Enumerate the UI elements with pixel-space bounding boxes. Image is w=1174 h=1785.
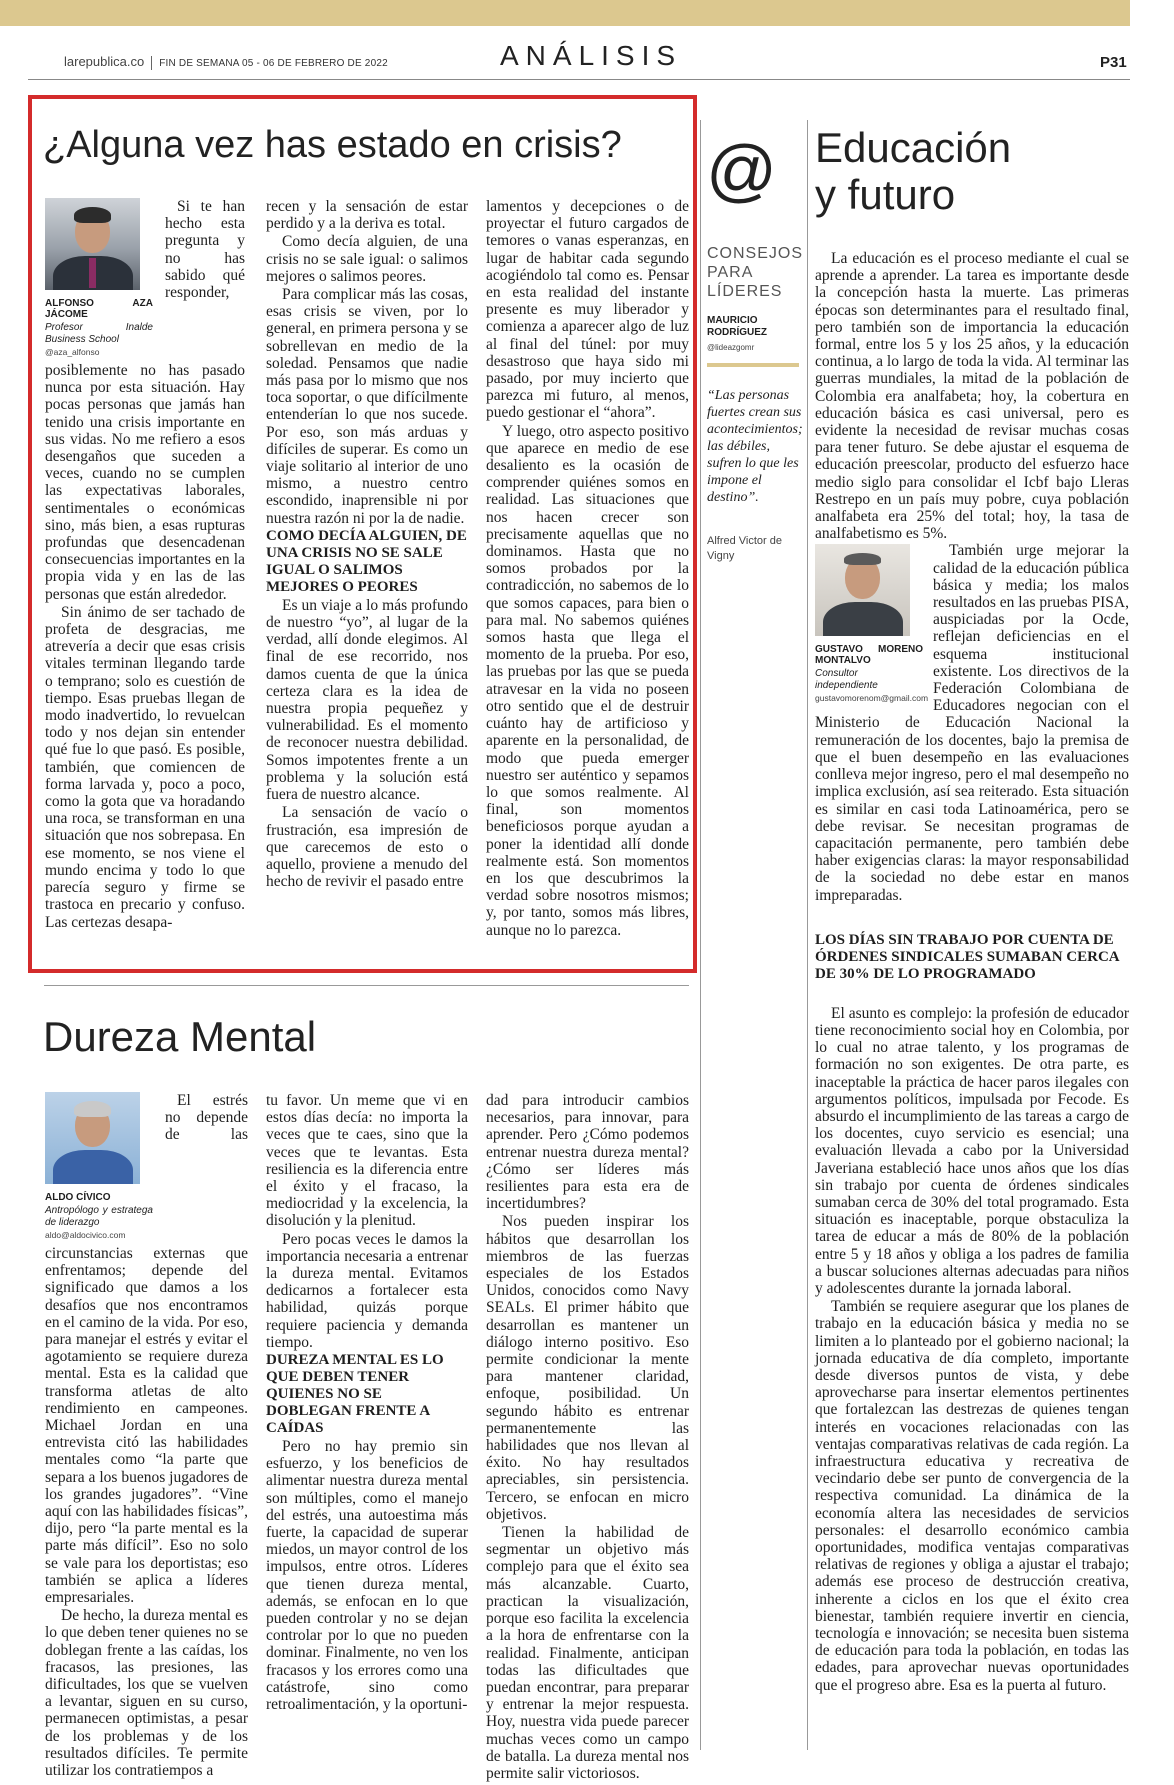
headline-line: Educación — [815, 124, 1012, 171]
paragraph: Sin ánimo de ser tachado de profeta de desgracias, me atrevería a decir que esas crisis vitales terminan llegando tarde o temprano; solo es cuestión de tiempo. Esas pruebas llegan de modo inadvertido, lo revuelcan todo y nos dejan sin entender qué fue lo que pasó. Es posible, también, que comiencen de forma larvada y, poco a poco, como la gota que va horadando una roca, se transforman en una situación que nos sobrepasa. En ese momento, se nos viene el mundo encima y todo lo que parecía seguro y firme se trastoca en precario y confuso. Las certezas desapa- — [45, 603, 245, 931]
paragraph: dad para introducir cambios necesarios, para innovar, para aprender. Pero ¿Cómo podemos entrenar nuestra dureza mental? ¿Cómo ser líderes más resilientes para esta era de incertidumbres? — [486, 1092, 689, 1213]
top-color-band — [0, 0, 1130, 26]
paragraph: Como decía alguien, de una crisis no se sale igual: o salimos mejores o salimos peores. — [266, 233, 468, 285]
crisis-column-2 — [266, 198, 468, 890]
dureza-headline: Dureza Mental — [43, 1013, 317, 1060]
paragraph: Nos pueden inspirar los hábitos que desarrollan los miembros de las fuerzas especiales de los Estados Unidos, conocidos como Navy SEALs. El primer hábito que desarrollan es mantener un diálogo interno positivo. Eso permite condicionar la mente para mantener claridad, enfoque, posibilidad. Un segundo hábito es entrenar permanentemente las habilidades que nos llevan al éxito. No hay resultados apreciables, sin persistencia. Tercero, se enfocan en micro objetivos. — [486, 1213, 689, 1523]
column-divider — [700, 120, 701, 1750]
educacion-headline — [815, 124, 1011, 218]
consejos-line: CONSEJOS — [707, 245, 804, 262]
edition-date: FIN DE SEMANA 05 - 06 DE FEBRERO DE 2022 — [159, 58, 388, 69]
paragraph: Y luego, otro aspecto positivo que aparece en medio de ese desaliento es la ocasión de comprender quiénes somos en realidad. Las situaciones que nos hacen crecer son precisamente aquellas que no dominamos. Hasta que no somos probados por la contradicción, no sabemos de lo que somos capaces, para bien o para mal. No sabemos quiénes somos hasta que llega el momento de la prueba. Por eso, las pruebas por las que se pueda atravesar en la vida no poseen otro sentido que el de destruir cuánto hay de artificioso y aparente en la personalidad, de modo que pueda emerger nuestro ser auténtico y sepamos lo que somos realmente. Al final, son momentos beneficiosos porque ayudan a poner la identidad allí donde realmente está. Son momentos en los que descubrimos la verdad sobre nosotros mismos; y, por tanto, somos más libres, aunque no lo parezca. — [486, 422, 689, 939]
dureza-subhead: DUREZA MENTAL ES LO QUE DEBEN TENER QUIENES NO SE DOBLEGAN FRENTE A CAÍDAS — [266, 1352, 444, 1437]
page-header-left — [64, 54, 388, 70]
header-rule — [28, 79, 1130, 80]
section-title: ANÁLISIS — [500, 40, 683, 71]
crisis-headline: ¿Alguna vez has estado en crisis? — [43, 124, 622, 166]
dureza-column-3 — [486, 1092, 689, 1782]
author-name: GUSTAVO MORENO MONTALVO — [815, 644, 923, 667]
author-photo — [45, 198, 140, 290]
author-role: Consultor independiente — [815, 668, 878, 691]
consejos-line: LÍDERES — [707, 283, 783, 300]
at-symbol: @ — [706, 131, 778, 209]
paragraph: La sensación de vacío o frustración, esa impresión de que carecemos de esto o aquello, proviene a menudo del hecho de revivir el pasado entre — [266, 804, 468, 891]
dureza-column-2 — [266, 1092, 468, 1713]
author-photo — [815, 544, 910, 636]
educacion-author-block — [815, 544, 929, 704]
headline-line: y futuro — [815, 171, 956, 218]
paragraph: De hecho, la dureza mental es lo que deben tener quienes no se doblegan frente a las caídas, los fracasos, las presiones, las dificultades, los que se vuelven a levantar, siguen en su curso, permanecen optimistas, a pesar de los problemas y de los resultados difíciles. Te permite utilizar los contratiempos a — [45, 1607, 248, 1780]
author-handle[interactable]: @aza_alfonso — [45, 347, 100, 357]
consejos-author: MAURICIO RODRÍGUEZ — [707, 315, 767, 338]
page-number: P31 — [1100, 54, 1127, 71]
paragraph: La educación es el proceso mediante el cual se aprende a aprender. La tarea es importante desde la concepción hasta la muerte. Las primeras épocas son determinantes para el resultado final, pero también son de importancia la educación formal, entre los 5 y los 25 años, y la educación continua, a lo largo de toda la vida. Al terminar las guerras mundiales, la mitad de la población de Colombia era analfabeta; hoy, la cobertura en educación básica es casi universal, pero es evidente la necesidad de revisar muchas cosas para tener futuro. Se debe ajustar el esquema de educación preescolar, producto del esfuerzo hace medio siglo para consolidar el Icbf bajo Lleras Restrepo en un país muy pobre, cuya población analfabeta era 25% del total; hoy, la tasa de analfabetismo es 5%. — [815, 250, 1129, 543]
educacion-column — [815, 250, 1129, 1694]
paragraph: El asunto es complejo: la profesión de educador tiene reconocimiento social hoy en Colombia, por lo cual no atrae talento, y los programas de formación no son exigentes. De otra parte, es inaceptable la práctica de hacer paros ilegales con argumentos políticos, impulsada por Fecode. Es absurdo el incumplimiento de las tareas a cargo de los docentes, cuyo servicio es esencial; una evaluación llevada a cabo por la Universidad Javeriana estableció hace unos años que los días sin trabajo por cuenta de órdenes sindicales sumaban cerca de 30% del total programado. Esta situación es inaceptable, porque obstaculiza la tarea de educar a más de 80% de la población entre 5 y 18 años y obliga a los padres de familia a buscar soluciones alternas adecuadas para niños y adolescentes durante la jornada laboral. — [815, 1004, 1129, 1297]
paragraph: Si te han hecho esta pregunta y no has sabido qué responder, posiblemente no has pasado nunca por esta situación. Hay pocas personas que jamás han tenido una crisis importante en sus vidas. No me refiero a esos desengaños que suceden a veces, cuando no se cumplen las expectativas laborales, sentimentales o económicas sino, más bien, a esas rupturas profundas que desencadenan consecuencias importantes en la propia vida y en las de las personas que están alrededor. — [45, 198, 245, 603]
author-handle[interactable]: gustavomorenom@gmail.com — [815, 693, 929, 704]
paragraph: También urge mejorar la calidad de la educación pública básica y media; los malos resultados en las pruebas PISA, auspiciadas por la Ocde, reflejan deficiencias en el esquema institucional existente. Los directivos de la Federación Colombiana de Educadores negocian con el Ministerio de Educación Nacional la remuneración de los docentes, bajo la premisa de que el buen desempeño en las evaluaciones conlleva mejor ingreso, pero el mal desempeño no implica exclusión, así sea reiterado. Esta situación es similar en casi toda Latinoamérica, pero se debe revisar. Se necesitan programas de capacitación permanente, pero también debe haber exigencias claras: la mayor responsabilidad de la sociedad no debe estar en manos impreparadas. — [815, 542, 1129, 904]
accent-bar — [707, 363, 799, 367]
consejos-label — [707, 244, 803, 301]
section-divider — [44, 985, 689, 986]
paragraph: Pero no hay premio sin esfuerzo, y los beneficios de alimentar nuestra dureza mental son múltiples, como el manejo del estrés, una autoestima más fuerte, la capacidad de superar miedos, un mayor control de los impulsos, entre otros. Líderes que tienen dureza mental, además, se enfocan en lo que pueden controlar y no se dejan controlar por lo que no pueden dominar. Finalmente, no ven los fracasos y los errores como una catástrofe, sino como retroalimentación, y la oportuni- — [266, 1438, 468, 1714]
dureza-author-block — [45, 1092, 153, 1241]
paragraph: Para complicar más las cosas, esas crisis se viven, por lo general, en primera persona y se sobrellevan en medio de la soledad. Pensamos que nadie más pasa por lo mismo que nos toca soportar, o que difícilmente entenderían lo que nos sucede. Por eso, son más arduas y difíciles de superar. Es como un viaje solitario al interior de uno mismo, a nuestro centro escondido, inaprensible ni por nuestra razón ni por la de nadie. — [266, 286, 468, 527]
crisis-subhead: COMO DECÍA ALGUIEN, DE UNA CRISIS NO SE SALE IGUAL O SALIMOS MEJORES O PEORES — [266, 527, 467, 595]
paragraph: También se requiere asegurar que los planes de trabajo en la educación básica y media no se limiten a lo planteado por el gobierno nacional; la jornada educativa de día completo, importante desde diversos puntos de vista, y debe aprovecharse para insertar elementos pertinentes que fortalezcan las destrezas de quienes tengan interés en vocaciones relacionadas con las ventajas comparativas relativas de cada región. La infraestructura educativa y recreativa de vecindario debe ser punto de convergencia de la respectiva comunidad. La dinámica de la economía altera las necesidades de servicios personales: el desarrollo económico cambia oportunidades, modifica ventajas comparativas relativas de regiones y obliga a ajustar el trabajo; además ese proceso de destrucción creativa, inherente a ciclos en los que el éxito crea bienestar, también requiere invertir en ciencia, tecnología e innovación; se necesita buen sistema de educación para toda la población, en todas las edades, para aprovechar nuevas oportunidades que el progreso abre. Esa es la puerta al futuro. — [815, 1298, 1129, 1694]
header-separator — [151, 56, 152, 70]
crisis-column-3 — [486, 198, 689, 939]
quote-author: Alfred Victor de Vigny — [707, 535, 783, 562]
paragraph: Tienen la habilidad de segmentar un objetivo más complejo para que el éxito sea más alcanzable. Cuarto, practican la visualización, porque eso facilita la excelencia a la hora de enfrentarse con la realidad. Finalmente, anticipan todas las dificultades que puedan encontrar, para preparar y entrenar la mejor respuesta. Hoy, nuestra vida puede parecer muchas veces como un campo de batalla. La dureza mental nos permite salir victoriosos. — [486, 1524, 689, 1782]
author-name: ALFONSO AZA JÁCOME — [45, 298, 153, 320]
paragraph: lamentos y decepciones o de proyectar el futuro cargados de temores o vanas esperanzas, en lugar de habitar cada segundo acogiéndolo tal como es. Pensar en esta realidad del instante presente es muy liberador y comienza a aparecer algo de luz al final del túnel: por muy desastroso que haya sido mi pasado, por muy incierto que parezca mi futuro, al menos, puedo gestionar el “ahora”. — [486, 198, 689, 422]
paragraph: El estrés no depende de las circunstancias externas que enfrentamos; depende del significado que damos a los desafíos que nos encontramos en el camino de la vida. Por eso, para manejar el estrés y evitar el agotamiento se requiere dureza mental. Esta es la calidad que transforma atletas de alto rendimiento en campeones. Michael Jordan en una entrevista citó las habilidades mentales como “la parte que separa a los buenos jugadores de los grandes jugadores”. “Vine aquí con las habilidades físicas”, dijo, pero “la parte mental es la parte más difícil”. Eso no solo se vale para los deportistas; eso también se aplica a líderes empresariales. — [45, 1092, 248, 1607]
author-role: Antropólogo y estratega de liderazgo — [45, 1205, 153, 1228]
leader-quote: “Las personas fuertes crean sus acontecimientos; las débiles, sufren lo que les impone el destino”. — [707, 388, 803, 505]
dureza-column-1 — [45, 1092, 248, 1779]
author-photo — [45, 1092, 140, 1184]
crisis-author-block — [45, 198, 153, 358]
paragraph: Pero pocas veces le damos la importancia necesaria a entrenar la dureza mental. Evitamos dedicarnos a fortalecer esta habilidad, quizás porque requiere paciencia y demanda tiempo. — [266, 1230, 468, 1351]
crisis-column-1 — [45, 198, 245, 931]
site-name[interactable]: larepublica.co — [64, 54, 145, 69]
educacion-subhead: LOS DÍAS SIN TRABAJO POR CUENTA DE ÓRDENES SINDICALES SUMABAN CERCA DE 30% DE LO PROGRAMADO — [815, 931, 1119, 982]
author-name: ALDO CÍVICO — [45, 1192, 111, 1203]
consejos-line: PARA — [707, 264, 754, 281]
author-role: Profesor Inalde Business School — [45, 322, 153, 345]
paragraph: tu favor. Un meme que vi en estos días decía: no importa la veces que te caes, sino que la veces que te levantas. Esta resiliencia es la diferencia entre el éxito y el fracaso, la mediocridad y la excelencia, la disolución y la plenitud. — [266, 1092, 468, 1230]
column-divider — [807, 120, 808, 1750]
author-handle[interactable]: aldo@aldocivico.com — [45, 1230, 126, 1240]
consejos-handle[interactable]: @lideazgomr — [707, 343, 755, 352]
paragraph: recen y la sensación de estar perdido y a la deriva es total. — [266, 198, 468, 233]
paragraph: Es un viaje a lo más profundo de nuestro “yo”, al lugar de la verdad, allí donde elegimos. Al final de ese recorrido, nos damos cuenta de que la única certeza clara es la idea de nuestra propia pequeñez y vulnerabilidad. Es el momento de reconocer nuestra debilidad. Somos impotentes frente a un problema y la solución está fuera de nuestro alcance. — [266, 596, 468, 804]
